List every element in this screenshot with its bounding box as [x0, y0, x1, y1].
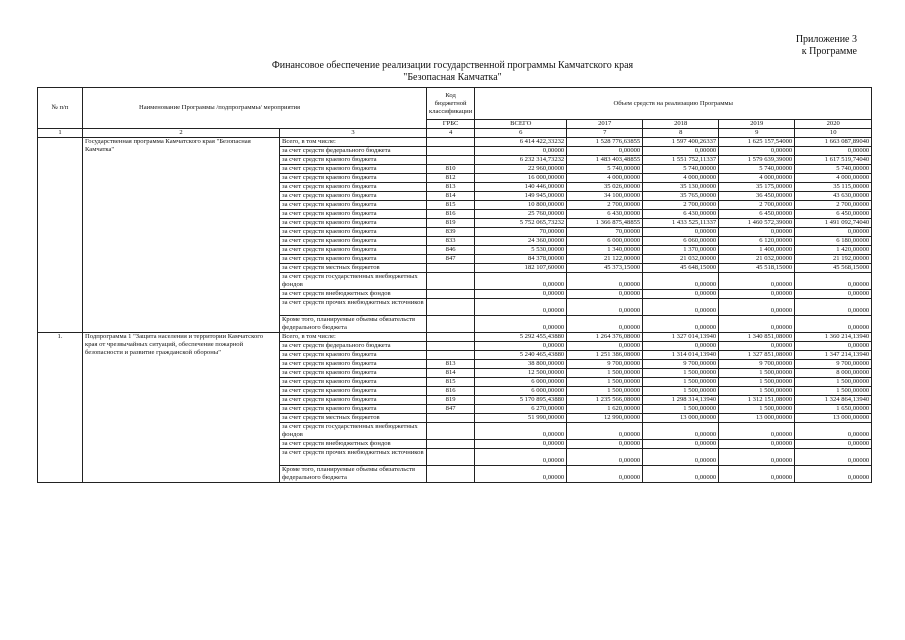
value-total: 5 170 895,43880 [475, 396, 567, 405]
grbs-code [427, 156, 475, 165]
grbs-code [427, 466, 475, 483]
col-index: 8 [643, 129, 719, 138]
value-2017: 1 528 776,63855 [567, 138, 643, 147]
value-2018: 1 500,00000 [643, 405, 719, 414]
value-2018: 4 000,00000 [643, 174, 719, 183]
funding-source: за счет средств федерального бюджета [280, 342, 427, 351]
funding-source: за счет средств краевого бюджета [280, 360, 427, 369]
funding-source: за счет средств краевого бюджета [280, 369, 427, 378]
value-2019: 5 740,00000 [719, 165, 795, 174]
value-2018: 0,00000 [643, 316, 719, 333]
funding-source: Всего, в том числе: [280, 333, 427, 342]
value-2018: 6 060,00000 [643, 237, 719, 246]
value-2019: 1 500,00000 [719, 405, 795, 414]
value-2020: 1 347 214,13940 [795, 351, 872, 360]
value-2017: 1 500,00000 [567, 369, 643, 378]
value-2018: 0,00000 [643, 440, 719, 449]
funding-source: за счет средств краевого бюджета [280, 387, 427, 396]
funding-source: за счет средств прочих внебюджетных источников [280, 299, 427, 316]
funding-source: за счет средств государственных внебюджетных фондов [280, 423, 427, 440]
value-2020: 0,00000 [795, 466, 872, 483]
funding-source: за счет средств краевого бюджета [280, 219, 427, 228]
grbs-code [427, 449, 475, 466]
value-2020: 0,00000 [795, 228, 872, 237]
value-2019: 35 175,00000 [719, 183, 795, 192]
value-total: 16 000,00000 [475, 174, 567, 183]
value-total: 6 000,00000 [475, 378, 567, 387]
financing-table [37, 87, 872, 483]
grbs-code: 815 [427, 201, 475, 210]
value-2020: 2 700,00000 [795, 201, 872, 210]
value-2018: 1 500,00000 [643, 378, 719, 387]
funding-source: за счет средств местных бюджетов [280, 414, 427, 423]
value-2019: 1 500,00000 [719, 369, 795, 378]
value-2019: 0,00000 [719, 147, 795, 156]
grbs-code [427, 316, 475, 333]
value-2019: 0,00000 [719, 290, 795, 299]
value-2017: 0,00000 [567, 147, 643, 156]
value-2017: 0,00000 [567, 449, 643, 466]
col-num-header: № п/п [38, 88, 83, 129]
value-2020: 43 630,00000 [795, 192, 872, 201]
col-index: 1 [38, 129, 83, 138]
col-name-header: Наименование Программы /подпрограммы/ мероприятия [83, 88, 427, 129]
value-2017: 1 235 566,08000 [567, 396, 643, 405]
table-row [38, 138, 872, 147]
value-2019: 1 312 151,08000 [719, 396, 795, 405]
value-total: 84 378,00000 [475, 255, 567, 264]
grbs-code: 813 [427, 360, 475, 369]
value-2017: 0,00000 [567, 423, 643, 440]
grbs-code: 839 [427, 228, 475, 237]
funding-source: за счет средств краевого бюджета [280, 228, 427, 237]
value-2017: 1 264 376,08000 [567, 333, 643, 342]
value-2018: 1 433 525,11337 [643, 219, 719, 228]
value-total: 0,00000 [475, 273, 567, 290]
value-total: 24 360,00000 [475, 237, 567, 246]
value-total: 6 414 422,33232 [475, 138, 567, 147]
value-total: 25 760,00000 [475, 210, 567, 219]
value-total: 0,00000 [475, 466, 567, 483]
col-2017-header: 2017 [567, 120, 643, 129]
funding-source: Всего, в том числе: [280, 138, 427, 147]
col-code-header: Код бюджетной классификации [427, 88, 475, 120]
value-2020: 9 700,00000 [795, 360, 872, 369]
value-2020: 1 324 864,13940 [795, 396, 872, 405]
value-2019: 0,00000 [719, 299, 795, 316]
funding-source: за счет средств федерального бюджета [280, 147, 427, 156]
grbs-code [427, 333, 475, 342]
col-index: 4 [427, 129, 475, 138]
value-2019: 0,00000 [719, 316, 795, 333]
value-total: 38 800,00000 [475, 360, 567, 369]
value-2019: 0,00000 [719, 273, 795, 290]
value-2018: 0,00000 [643, 423, 719, 440]
value-2019: 0,00000 [719, 423, 795, 440]
value-2020: 45 568,15000 [795, 264, 872, 273]
col-volume-header: Объем средств на реализацию Программы [475, 88, 872, 120]
value-total: 149 945,00000 [475, 192, 567, 201]
value-2019: 21 032,00000 [719, 255, 795, 264]
value-2018: 0,00000 [643, 299, 719, 316]
value-2019: 6 120,00000 [719, 237, 795, 246]
grbs-code [427, 290, 475, 299]
value-2019: 1 500,00000 [719, 387, 795, 396]
value-2017: 1 251 386,08000 [567, 351, 643, 360]
value-2020: 1 491 092,74040 [795, 219, 872, 228]
value-2017: 0,00000 [567, 342, 643, 351]
grbs-code: 816 [427, 210, 475, 219]
funding-source: за счет средств местных бюджетов [280, 264, 427, 273]
appendix-line-1: Приложение 3 [795, 34, 857, 45]
value-2019: 1 500,00000 [719, 378, 795, 387]
value-2019: 9 700,00000 [719, 360, 795, 369]
value-2018: 1 314 014,13940 [643, 351, 719, 360]
value-2018: 0,00000 [643, 342, 719, 351]
value-2020: 0,00000 [795, 440, 872, 449]
col-2018-header: 2018 [643, 120, 719, 129]
value-total: 5 530,00000 [475, 246, 567, 255]
value-2018: 21 032,00000 [643, 255, 719, 264]
value-total: 0,00000 [475, 342, 567, 351]
value-2017: 6 000,00000 [567, 237, 643, 246]
value-2020: 0,00000 [795, 290, 872, 299]
grbs-code: 814 [427, 192, 475, 201]
col-index: 2 [83, 129, 280, 138]
value-total: 51 990,00000 [475, 414, 567, 423]
grbs-code: 833 [427, 237, 475, 246]
document-title: Финансовое обеспечение реализации государственной программы Камчатского края [271, 60, 634, 71]
value-2017: 9 700,00000 [567, 360, 643, 369]
col-index: 7 [567, 129, 643, 138]
value-2020: 13 000,00000 [795, 414, 872, 423]
grbs-code [427, 440, 475, 449]
grbs-code: 814 [427, 369, 475, 378]
funding-source: за счет средств краевого бюджета [280, 246, 427, 255]
value-2017: 35 026,00000 [567, 183, 643, 192]
funding-source: Кроме того, планируемые объемы обязательств федерального бюджета [280, 316, 427, 333]
value-2019: 2 700,00000 [719, 201, 795, 210]
value-2018: 2 700,00000 [643, 201, 719, 210]
grbs-code: 812 [427, 174, 475, 183]
value-2019: 13 000,00000 [719, 414, 795, 423]
funding-source: за счет средств государственных внебюджетных фондов [280, 273, 427, 290]
value-2019: 36 450,00000 [719, 192, 795, 201]
value-2020: 1 360 214,13940 [795, 333, 872, 342]
value-2020: 0,00000 [795, 423, 872, 440]
grbs-code: 819 [427, 219, 475, 228]
value-2019: 0,00000 [719, 449, 795, 466]
value-2017: 45 373,15000 [567, 264, 643, 273]
value-2018: 1 500,00000 [643, 369, 719, 378]
value-2018: 45 648,15000 [643, 264, 719, 273]
funding-source: за счет средств краевого бюджета [280, 165, 427, 174]
value-2018: 13 000,00000 [643, 414, 719, 423]
value-2018: 1 370,00000 [643, 246, 719, 255]
grbs-code [427, 264, 475, 273]
value-2019: 4 000,00000 [719, 174, 795, 183]
value-total: 6 270,00000 [475, 405, 567, 414]
value-2018: 0,00000 [643, 449, 719, 466]
funding-source: за счет средств краевого бюджета [280, 255, 427, 264]
funding-source: за счет средств краевого бюджета [280, 378, 427, 387]
funding-source: за счет средств прочих внебюджетных источников [280, 449, 427, 466]
value-2019: 1 340 851,08000 [719, 333, 795, 342]
value-2019: 1 579 639,39000 [719, 156, 795, 165]
value-2017: 1 340,00000 [567, 246, 643, 255]
value-2020: 35 115,00000 [795, 183, 872, 192]
value-2018: 35 765,00000 [643, 192, 719, 201]
funding-source: за счет средств краевого бюджета [280, 183, 427, 192]
appendix-line-2: к Программе [801, 46, 857, 57]
value-2018: 1 298 314,13940 [643, 396, 719, 405]
row-number: 1. [38, 333, 83, 483]
value-2019: 0,00000 [719, 440, 795, 449]
value-2017: 4 000,00000 [567, 174, 643, 183]
value-2020: 0,00000 [795, 342, 872, 351]
col-index: 9 [719, 129, 795, 138]
value-2020: 0,00000 [795, 449, 872, 466]
funding-source: за счет средств краевого бюджета [280, 192, 427, 201]
value-2017: 0,00000 [567, 290, 643, 299]
value-2018: 0,00000 [643, 273, 719, 290]
funding-source: за счет средств краевого бюджета [280, 201, 427, 210]
value-total: 5 240 465,43880 [475, 351, 567, 360]
funding-source: за счет средств краевого бюджета [280, 396, 427, 405]
value-2020: 21 192,00000 [795, 255, 872, 264]
value-2020: 0,00000 [795, 147, 872, 156]
value-2018: 1 551 752,11337 [643, 156, 719, 165]
value-2019: 45 518,15000 [719, 264, 795, 273]
grbs-code: 810 [427, 165, 475, 174]
value-2017: 0,00000 [567, 466, 643, 483]
grbs-code [427, 273, 475, 290]
value-2017: 6 430,00000 [567, 210, 643, 219]
value-2017: 0,00000 [567, 316, 643, 333]
value-2018: 6 430,00000 [643, 210, 719, 219]
value-2019: 0,00000 [719, 466, 795, 483]
col-grbs-header: ГРБС [427, 120, 475, 129]
grbs-code: 816 [427, 387, 475, 396]
funding-source: за счет средств краевого бюджета [280, 237, 427, 246]
value-2020: 8 000,00000 [795, 369, 872, 378]
value-total: 140 446,00000 [475, 183, 567, 192]
value-total: 5 752 065,73232 [475, 219, 567, 228]
value-2020: 0,00000 [795, 299, 872, 316]
value-2020: 1 500,00000 [795, 378, 872, 387]
value-2020: 1 617 519,74040 [795, 156, 872, 165]
grbs-code [427, 423, 475, 440]
value-2018: 35 130,00000 [643, 183, 719, 192]
value-2017: 34 100,00000 [567, 192, 643, 201]
column-index-row [38, 129, 872, 138]
value-2020: 4 000,00000 [795, 174, 872, 183]
value-total: 0,00000 [475, 316, 567, 333]
col-2020-header: 2020 [795, 120, 872, 129]
value-total: 6 232 314,73232 [475, 156, 567, 165]
grbs-code [427, 351, 475, 360]
grbs-code: 813 [427, 183, 475, 192]
row-number [38, 138, 83, 333]
grbs-code [427, 299, 475, 316]
value-total: 70,00000 [475, 228, 567, 237]
value-2017: 5 740,00000 [567, 165, 643, 174]
grbs-code: 847 [427, 255, 475, 264]
value-2017: 0,00000 [567, 440, 643, 449]
value-total: 22 960,00000 [475, 165, 567, 174]
value-2018: 0,00000 [643, 290, 719, 299]
value-total: 0,00000 [475, 299, 567, 316]
table-row [38, 333, 872, 342]
funding-source: за счет средств краевого бюджета [280, 174, 427, 183]
value-2019: 1 625 157,54000 [719, 138, 795, 147]
value-total: 0,00000 [475, 290, 567, 299]
value-2020: 1 663 087,89040 [795, 138, 872, 147]
value-2017: 1 366 875,48855 [567, 219, 643, 228]
col-2019-header: 2019 [719, 120, 795, 129]
grbs-code [427, 138, 475, 147]
value-2020: 1 420,00000 [795, 246, 872, 255]
value-2020: 0,00000 [795, 273, 872, 290]
grbs-code: 819 [427, 396, 475, 405]
value-total: 12 500,00000 [475, 369, 567, 378]
value-2020: 5 740,00000 [795, 165, 872, 174]
value-2019: 0,00000 [719, 342, 795, 351]
value-2019: 6 450,00000 [719, 210, 795, 219]
value-2020: 6 450,00000 [795, 210, 872, 219]
grbs-code: 815 [427, 378, 475, 387]
value-2019: 1 400,00000 [719, 246, 795, 255]
value-total: 10 800,00000 [475, 201, 567, 210]
funding-source: за счет средств краевого бюджета [280, 351, 427, 360]
value-2020: 0,00000 [795, 316, 872, 333]
value-total: 5 292 455,43880 [475, 333, 567, 342]
col-index: 10 [795, 129, 872, 138]
funding-source: Кроме того, планируемые объемы обязательств федерального бюджета [280, 466, 427, 483]
value-2019: 0,00000 [719, 228, 795, 237]
funding-source: за счет средств краевого бюджета [280, 156, 427, 165]
funding-source: за счет средств краевого бюджета [280, 405, 427, 414]
value-2017: 1 620,00000 [567, 405, 643, 414]
value-2020: 1 650,00000 [795, 405, 872, 414]
value-2017: 12 990,00000 [567, 414, 643, 423]
value-2019: 1 327 851,08000 [719, 351, 795, 360]
value-2018: 0,00000 [643, 147, 719, 156]
value-2018: 1 500,00000 [643, 387, 719, 396]
col-index: 6 [475, 129, 567, 138]
funding-source: за счет средств внебюджетных фондов [280, 440, 427, 449]
program-name: Государственная программа Камчатского края "Безопасная Камчатка" [83, 138, 280, 333]
value-total: 6 000,00000 [475, 387, 567, 396]
col-index: 3 [280, 129, 427, 138]
value-2019: 1 460 572,39000 [719, 219, 795, 228]
funding-source: за счет средств внебюджетных фондов [280, 290, 427, 299]
funding-source: за счет средств краевого бюджета [280, 210, 427, 219]
value-2018: 0,00000 [643, 228, 719, 237]
value-2018: 5 740,00000 [643, 165, 719, 174]
value-2017: 1 483 403,48855 [567, 156, 643, 165]
grbs-code [427, 147, 475, 156]
value-2017: 1 500,00000 [567, 387, 643, 396]
value-2017: 2 700,00000 [567, 201, 643, 210]
value-2018: 9 700,00000 [643, 360, 719, 369]
program-name: Подпрограмма 1 "Защита населения и территории Камчатского края от чрезвычайных ситуаций, обеспечение пожарной безопасности и развитие гражданской обороны" [83, 333, 280, 483]
grbs-code: 846 [427, 246, 475, 255]
value-2020: 1 500,00000 [795, 387, 872, 396]
grbs-code [427, 414, 475, 423]
value-total: 0,00000 [475, 440, 567, 449]
value-2018: 1 327 014,13940 [643, 333, 719, 342]
value-2018: 1 597 400,26337 [643, 138, 719, 147]
grbs-code [427, 342, 475, 351]
value-2020: 6 180,00000 [795, 237, 872, 246]
value-2017: 0,00000 [567, 273, 643, 290]
value-total: 0,00000 [475, 449, 567, 466]
value-total: 0,00000 [475, 423, 567, 440]
document-subtitle: "Безопасная Камчатка" [403, 72, 502, 83]
col-total-header: ВСЕГО [475, 120, 567, 129]
value-2017: 70,00000 [567, 228, 643, 237]
value-2017: 21 122,00000 [567, 255, 643, 264]
value-2017: 1 500,00000 [567, 378, 643, 387]
value-2017: 0,00000 [567, 299, 643, 316]
value-2018: 0,00000 [643, 466, 719, 483]
appendix-note [796, 34, 857, 58]
value-total: 0,00000 [475, 147, 567, 156]
value-total: 182 107,60000 [475, 264, 567, 273]
grbs-code: 847 [427, 405, 475, 414]
